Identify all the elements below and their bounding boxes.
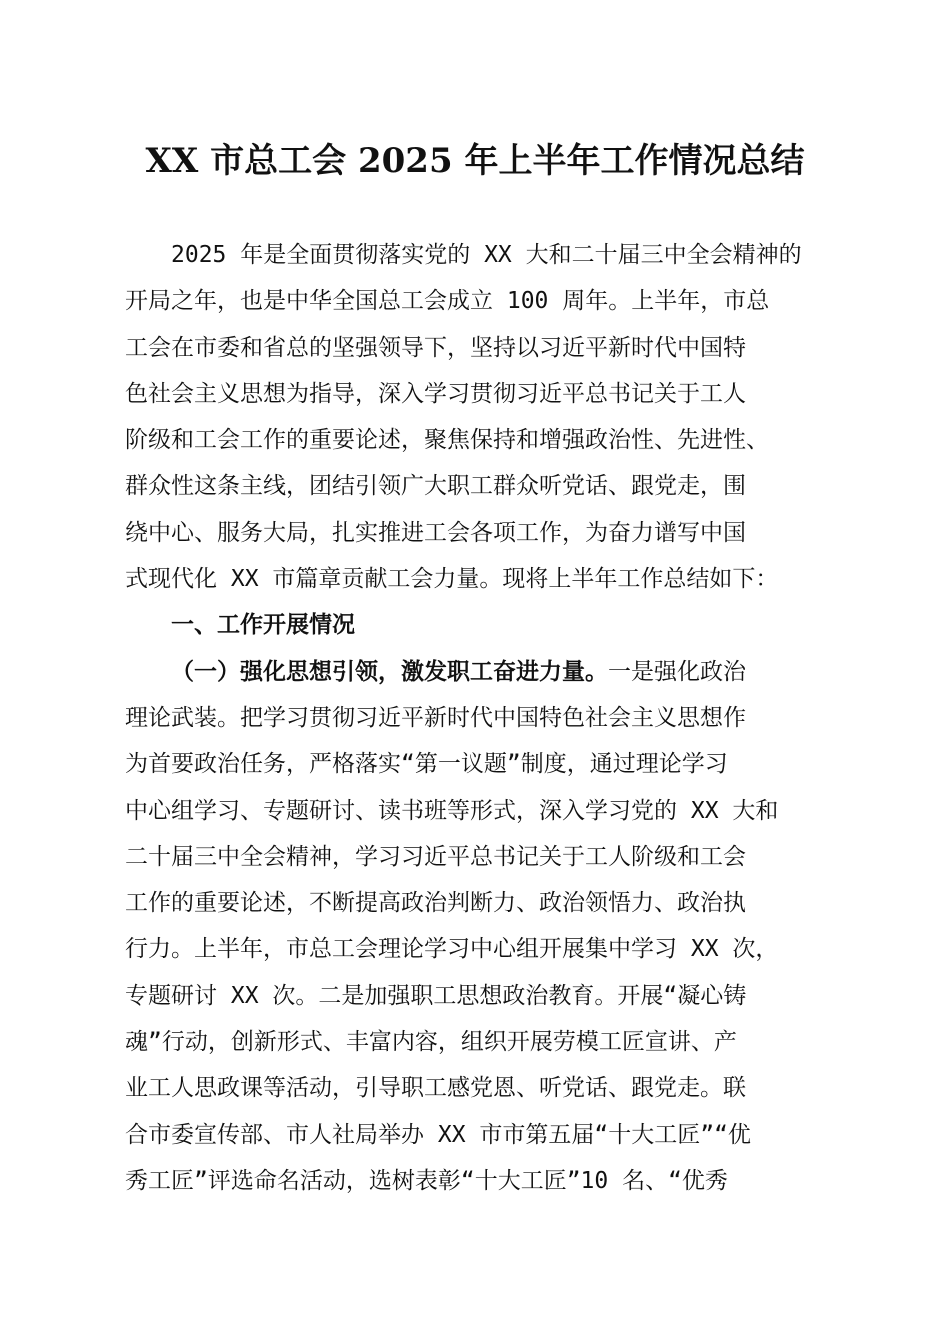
body-line: 为首要政治任务，严格落实“第一议题”制度，通过理论学习	[125, 751, 728, 778]
document-title: XX 市总工会 2025 年上半年工作情况总结	[145, 141, 805, 181]
intro-line: 群众性这条主线，团结引领广大职工群众听党话、跟党走，围	[125, 473, 746, 500]
body-line: 二十届三中全会精神，学习习近平总书记关于工人阶级和工会	[125, 843, 746, 870]
section-heading: 一、工作开展情况	[171, 612, 355, 639]
intro-line: 工会在市委和省总的坚强领导下，坚持以习近平新时代中国特	[125, 334, 746, 361]
body-line: 专题研讨 XX 次。二是加强职工思想政治教育。开展“凝心铸	[125, 982, 747, 1009]
body-line: 业工人思政课等活动，引导职工感党恩、听党话、跟党走。联	[125, 1075, 746, 1102]
intro-line: 阶级和工会工作的重要论述，聚焦保持和增强政治性、先进性、	[125, 427, 769, 454]
body-line: 合市委宣传部、市人社局举办 XX 市市第五届“十大工匠”“优	[125, 1121, 751, 1148]
intro-line: 开局之年，也是中华全国总工会成立 100 周年。上半年，市总	[125, 288, 770, 315]
intro-line: 式现代化 XX 市篇章贡献工会力量。现将上半年工作总结如下：	[125, 566, 779, 593]
body-line: 理论武装。把学习贯彻习近平新时代中国特色社会主义思想作	[125, 704, 746, 731]
body-line: 工作的重要论述，不断提高政治判断力、政治领悟力、政治执	[125, 890, 746, 917]
subsection-first-line-rest: 一是强化政治	[608, 658, 746, 685]
body-line: 秀工匠”评选命名活动，选树表彰“十大工匠”10 名、“优秀	[125, 1167, 728, 1194]
intro-line: 色社会主义思想为指导，深入学习贯彻习近平总书记关于工人	[125, 380, 746, 407]
intro-line: 绕中心、服务大局，扎实推进工会各项工作，为奋力谱写中国	[125, 519, 746, 546]
body-line: 行力。上半年，市总工会理论学习中心组开展集中学习 XX 次，	[125, 936, 779, 963]
body-line: 中心组学习、专题研讨、读书班等形式，深入学习党的 XX 大和	[125, 797, 779, 824]
document-body	[125, 232, 825, 1204]
body-line: 魂”行动，创新形式、丰富内容，组织开展劳模工匠宣讲、产	[125, 1029, 737, 1056]
subsection-heading: （一）强化思想引领，激发职工奋进力量。	[171, 657, 608, 685]
intro-line: 2025 年是全面贯彻落实党的 XX 大和二十届三中全会精神的	[171, 242, 802, 268]
subsection-first-line	[125, 649, 825, 695]
